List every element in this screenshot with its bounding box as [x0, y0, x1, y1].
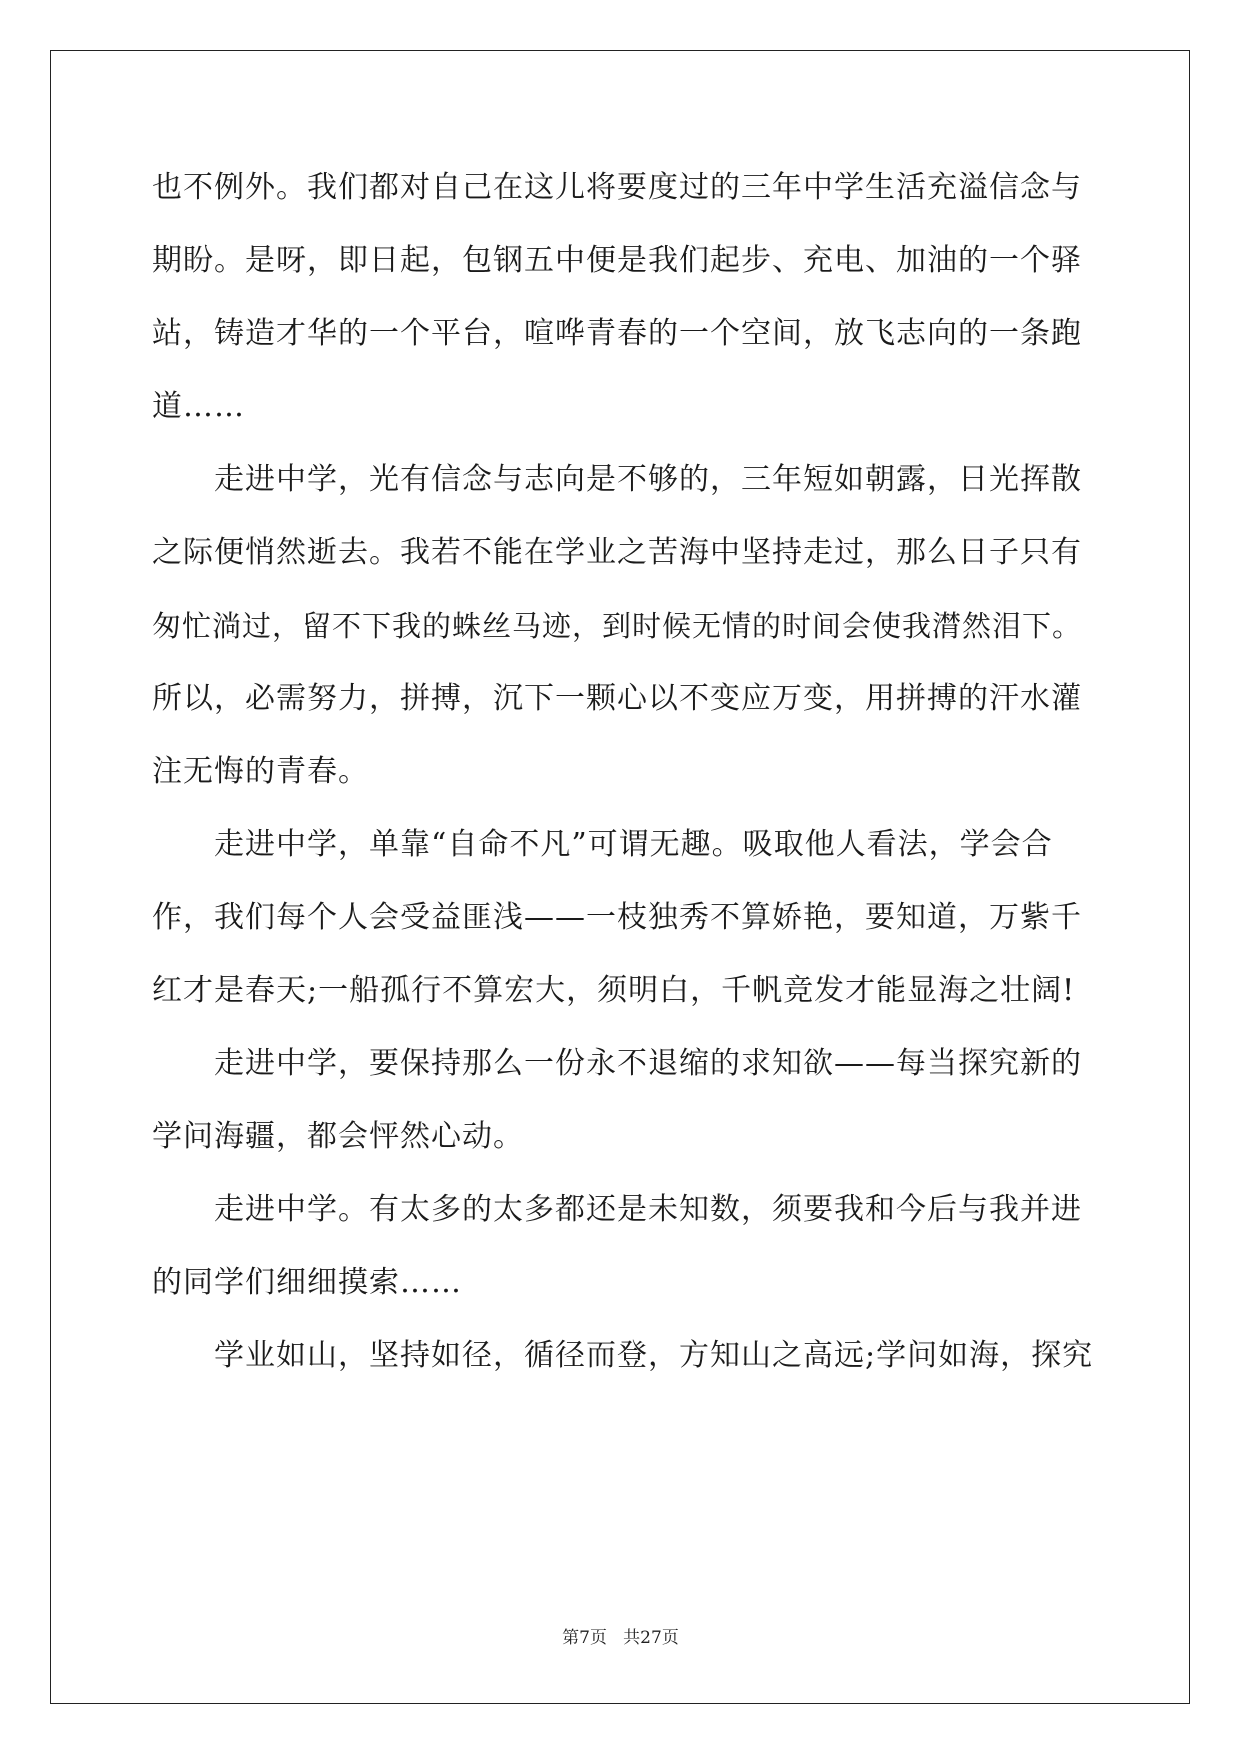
paragraph-5-line-1: 走进中学。有太多的太多都还是未知数，须要我和今后与我并进 [214, 1192, 1082, 1227]
paragraph-5-line-2: 的同学们细细摸索…… [152, 1265, 462, 1300]
paragraph-3-line-1: 走进中学，单靠“自命不凡”可谓无趣。吸取他人看法，学会合 [214, 827, 1053, 862]
paragraph-2-line-4: 所以，必需努力，拼搏，沉下一颗心以不变应万变，用拼搏的汗水灌 [152, 681, 1082, 716]
text-line-3: 站，铸造才华的一个平台，喧哗青春的一个空间，放飞志向的一条跑 [152, 316, 1082, 351]
page-border [50, 50, 1190, 1704]
paragraph-3-line-2: 作，我们每个人会受益匪浅——一枝独秀不算娇艳，要知道，万紫千 [152, 900, 1082, 935]
paragraph-2-line-1: 走进中学，光有信念与志向是不够的，三年短如朝露，日光挥散 [214, 462, 1082, 497]
paragraph-2-line-3: 匆忙淌过，留不下我的蛛丝马迹，到时候无情的时间会使我潸然泪下。 [152, 609, 1083, 643]
paragraph-2-line-5: 注无悔的青春。 [152, 754, 369, 789]
paragraph-4-line-2: 学问海疆，都会怦然心动。 [152, 1119, 524, 1154]
paragraph-6-line-1: 学业如山，坚持如径，循径而登，方知山之高远;学问如海，探究 [214, 1338, 1094, 1373]
paragraph-2-line-2: 之际便悄然逝去。我若不能在学业之苦海中坚持走过，那么日子只有 [152, 535, 1082, 570]
text-line-1: 也不例外。我们都对自己在这儿将要度过的三年中学生活充溢信念与 [152, 170, 1082, 205]
text-line-2: 期盼。是呀，即日起，包钢五中便是我们起步、充电、加油的一个驿 [152, 243, 1082, 278]
paragraph-3-line-3: 红才是春天;一船孤行不算宏大，须明白，千帆竞发才能显海之壮阔! [152, 973, 1076, 1008]
text-line-4: 道…… [152, 389, 245, 424]
page-number-footer: 第7页 共27页 [562, 1628, 679, 1648]
paragraph-4-line-1: 走进中学，要保持那么一份永不退缩的求知欲——每当探究新的 [214, 1046, 1082, 1081]
